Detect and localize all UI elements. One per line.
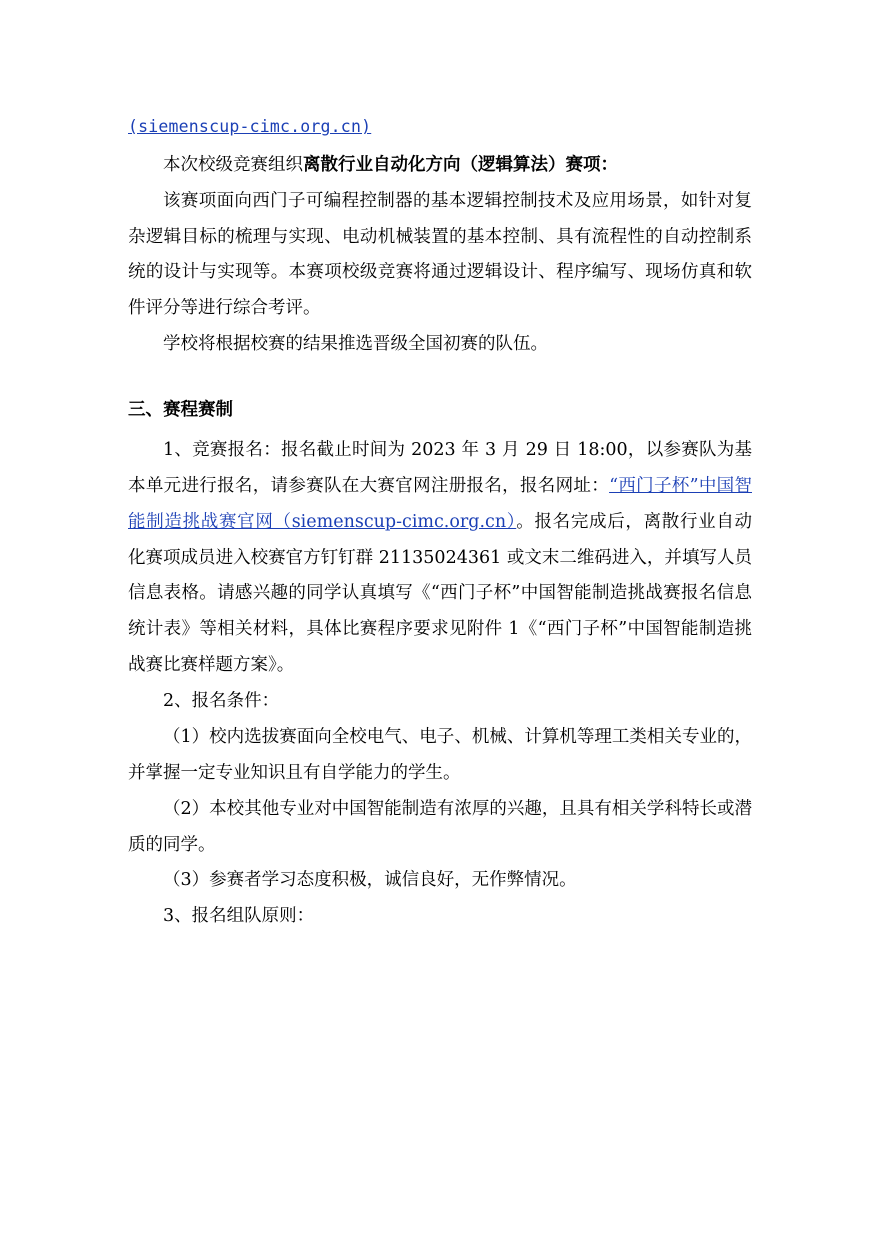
paragraph-eligibility-3: （3）参赛者学习态度积极，诚信良好，无作弊情况。 <box>163 870 577 891</box>
intro-bold-text: 离散行业自动化方向（逻辑算法）赛项： <box>303 154 618 175</box>
paragraph-registration <box>128 433 752 684</box>
paragraph-selection: 学校将根据校赛的结果推选晋级全国初赛的队伍。 <box>163 334 548 355</box>
paragraph-intro <box>128 148 752 184</box>
competition-official-site-link[interactable]: “西门子杯”中国智能制造挑战赛官网（siemenscup-cimc.org.cn） <box>128 475 752 532</box>
section-heading-schedule: 三、赛程赛制 <box>128 400 233 421</box>
paragraph-eligibility-heading: 2、报名条件： <box>163 691 280 712</box>
paragraph-description: 该赛项面向西门子可编程控制器的基本逻辑控制技术及应用场景，如针对复杂逻辑目标的梳理与实现、电动机械装置的基本控制、具有流程性的自动控制系统的设计与实现等。本赛项校级竞赛将通过逻辑设计、程序编写、现场仿真和软件评分等进行综合考评。 <box>128 190 752 319</box>
paragraph-eligibility-2: （2）本校其他专业对中国智能制造有浓厚的兴趣，且具有相关学科特长或潜质的同学。 <box>128 798 752 855</box>
document-body <box>128 110 752 935</box>
siemenscup-url-link[interactable]: (siemenscup-cimc.org.cn) <box>128 117 372 136</box>
registration-text-part1: 1、竞赛报名：报名截止时间为 2023 年 3 月 29 日 18:00，以参赛队为基本单元进行报名，请参赛队在大赛官网注册报名，报名网址： <box>128 439 752 496</box>
intro-lead-text: 本次校级竞赛组织 <box>163 154 303 175</box>
paragraph-eligibility-1: （1）校内选拔赛面向全校电气、电子、机械、计算机等理工类相关专业的，并掌握一定专业知识且有自学能力的学生。 <box>128 726 752 783</box>
paragraph-team-principles-heading: 3、报名组队原则： <box>163 906 315 927</box>
registration-text-part2: 。报名完成后，离散行业自动化赛项成员进入校赛官方钉钉群 21135024361 或文末二维码进入，并填写人员信息表格。请感兴趣的同学认真填写《“西门子杯”中国智能制造挑战赛报名信息统计表》等相关材料，具体比赛程序要求见附件 1《“西门子杯”中国智能制造挑战赛比赛样题方案》。 <box>128 511 753 676</box>
